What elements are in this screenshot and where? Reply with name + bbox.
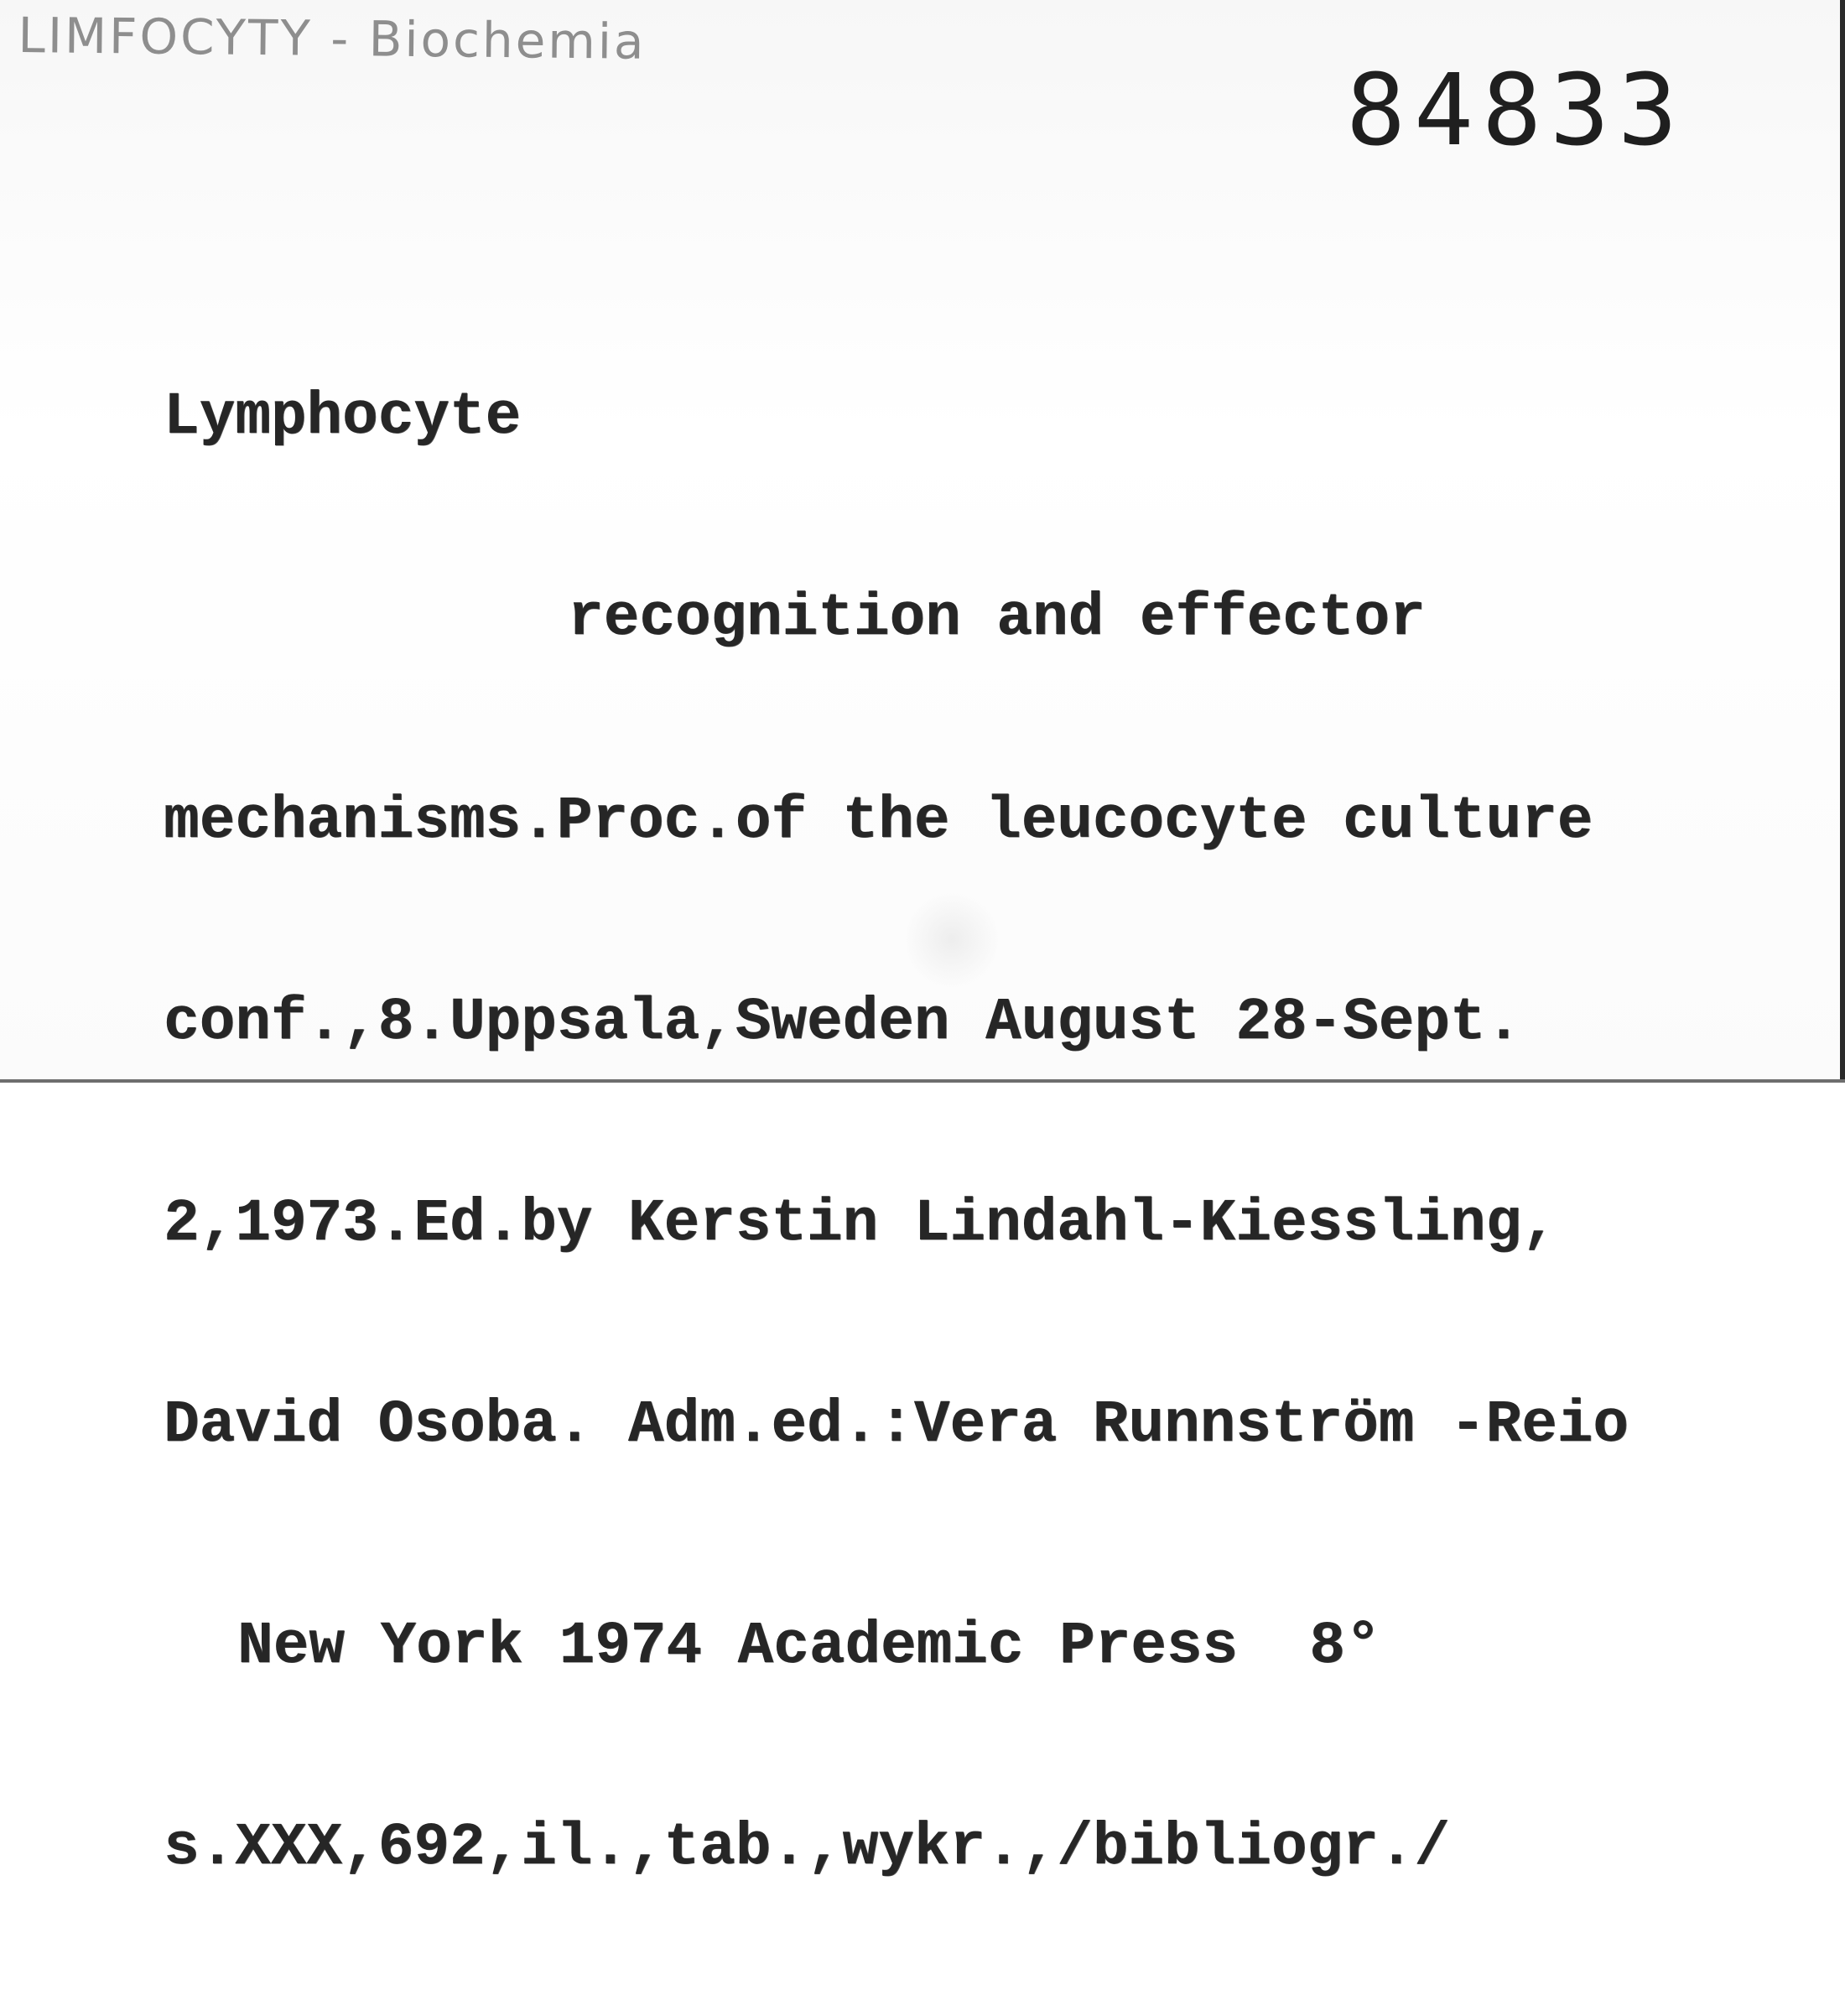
entry-line: 2,1973.Ed.by Kerstin Lindahl-Kiessling, — [164, 1191, 1557, 1258]
handwritten-subject-heading: LIMFOCYTY - Biochemia — [18, 7, 647, 70]
entry-line: conf.,8.Uppsala,Sweden August 28-Sept. — [164, 990, 1522, 1057]
entry-line: mechanisms.Proc.of the leucocyte culture — [164, 788, 1593, 855]
entry-subtitle: recognition and effector — [568, 585, 1426, 652]
entry-collation: s.XXX,692,il.,tab.,wykr.,/bibliogr./ — [164, 1815, 1450, 1882]
catalog-number: 84833 — [1346, 52, 1686, 168]
entry-title: Lymphocyte — [164, 384, 522, 451]
card-edge-bottom — [0, 1079, 1845, 1083]
typed-bibliographic-entry — [164, 250, 1832, 2016]
entry-imprint: New York 1974 Academic Press 8° — [237, 1613, 1381, 1681]
card-edge-right — [1840, 0, 1845, 1083]
entry-line: David Osoba. Adm.ed.:Vera Runnström -Reio — [164, 1392, 1629, 1459]
